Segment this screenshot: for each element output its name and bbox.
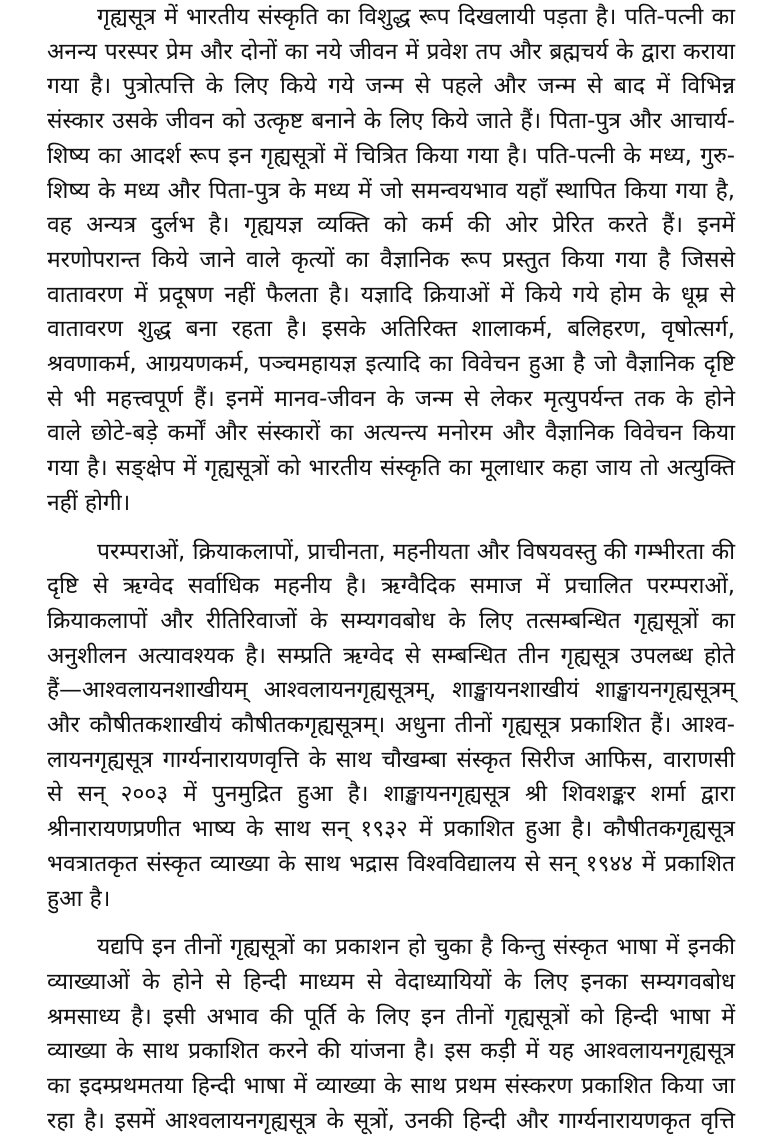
text-line: व्याख्याओं के होने से हिन्दी माध्यम से वेदाध्यायियों के लिए इनका सम्यगवबोध xyxy=(47,968,735,995)
document-page xyxy=(47,0,735,1139)
text-line: गया है। पुत्रोत्पत्ति के लिए किये गये जन्म से पहले और जन्म से बाद में विभिन्न xyxy=(47,73,735,100)
text-line: शिष्य के मध्य और पिता-पुत्र के मध्य में जो समन्वयभाव यहाँ स्थापित किया गया है, xyxy=(47,177,735,204)
text-line: हैं—आश्वलायनशाखीयम् आश्वलायनगृह्यसूत्रम्, शाङ्खायनशाखीयं शाङ्खायनगृह्यसूत्रम् xyxy=(47,677,735,704)
text-line: अनन्य परस्पर प्रेम और दोनों का नये जीवन में प्रवेश तप और ब्रह्मचर्य के द्वारा कराया xyxy=(47,38,735,65)
text-line: परम्पराओं, क्रियाकलापों, प्राचीनता, महनीयता और विषयवस्तु की गम्भीरता की xyxy=(97,538,735,565)
text-line: नहीं होगी। xyxy=(47,489,131,516)
text-line: गृह्यसूत्र में भारतीय संस्कृति का विशुद्ध रूप दिखलायी पड़ता है। पति-पत्नी का xyxy=(97,4,735,30)
text-line: क्रियाकलापों और रीतिरिवाजों के सम्यगवबोध के लिए तत्सम्बन्धित गृह्यसूत्रों का xyxy=(47,607,735,634)
text-line: मरणोपरान्त किये जाने वाले कृत्यों का वैज्ञानिक रूप प्रस्तुत किया गया है जिससे xyxy=(47,246,735,273)
text-line: का इदम्प्रथमतया हिन्दी भाषा में व्याख्या के साथ प्रथम संस्करण प्रकाशित किया जा xyxy=(47,1073,735,1100)
text-line: गया है। सङ्क्षेप में गृह्यसूत्रों को भारतीय संस्कृति का मूलाधार कहा जाय तो अत्युक्ति xyxy=(47,455,735,482)
text-line: दृष्टि से ऋग्वेद सर्वाधिक महनीय है। ऋग्वैदिक समाज में प्रचालित परम्पराओं, xyxy=(47,573,735,600)
text-line: अनुशीलन अत्यावश्यक है। सम्प्रति ऋग्वेद से सम्बन्धित तीन गृह्यसूत्र उपलब्ध होते xyxy=(47,642,735,669)
paragraph-1 xyxy=(47,0,735,521)
text-line: संस्कार उसके जीवन को उत्कृष्ट बनाने के लिए किये जाते हैं। पिता-पुत्र और आचार्य- xyxy=(47,108,735,135)
text-line: श्रीनारायणप्रणीत भाष्य के साथ सन् १९३२ में प्रकाशित हुआ है। कौषीतकगृह्यसूत्र xyxy=(47,816,735,843)
text-line: श्रमसाध्य है। इसी अभाव की पूर्ति के लिए इन तीनों गृह्यसूत्रों को हिन्दी भाषा में xyxy=(47,1003,735,1030)
text-line: और कौषीतकशाखीयं कौषीतकगृह्यसूत्रम्। अधुना तीनों गृह्यसूत्र प्रकाशित हैं। आश्व- xyxy=(47,712,735,739)
text-line: वह अन्यत्र दुर्लभ है। गृह्ययज्ञ व्यक्ति को कर्म की ओर प्रेरित करते हैं। इनमें xyxy=(47,212,735,239)
paragraph-2 xyxy=(47,535,735,917)
text-line: रहा है। इसमें आश्वलायनगृह्यसूत्र के सूत्रों, उनकी हिन्दी और गार्ग्यनारायणकृत वृत्ति xyxy=(47,1107,735,1134)
text-line: लायनगृह्यसूत्र गार्ग्यनारायणवृत्ति के साथ चौखम्बा संस्कृत सिरीज आफिस, वाराणसी xyxy=(47,746,735,773)
text-line: वातावरण में प्रदूषण नहीं फैलता है। यज्ञादि क्रियाओं में किये गये होम के धूम्र से xyxy=(47,281,735,308)
paragraph-3 xyxy=(47,930,735,1138)
text-line: से सन् २००३ में पुनमुद्रित हुआ है। शाङ्खायनगृह्यसूत्र श्री शिवशङ्कर शर्मा द्वारा xyxy=(47,781,735,808)
text-line: हुआ है। xyxy=(47,885,111,912)
text-line: यद्यपि इन तीनों गृह्यसूत्रों का प्रकाशन हो चुका है किन्तु संस्कृत भाषा में इनकी xyxy=(97,934,735,961)
text-line: शिष्य का आदर्श रूप इन गृह्यसूत्रों में चित्रित किया गया है। पति-पत्नी के मध्य, गुरु- xyxy=(47,142,735,169)
text-line: व्याख्या के साथ प्रकाशित करने की यांजना है। इस कड़ी में यह आश्वलायनगृह्यसूत्र xyxy=(47,1038,735,1065)
text-line: श्रवणाकर्म, आग्रयणकर्म, पञ्चमहायज्ञ इत्यादि का विवेचन हुआ है जो वैज्ञानिक दृष्टि xyxy=(47,351,735,378)
text-line: भवत्रातकृत संस्कृत व्याख्या के साथ भद्रास विश्वविद्यालय से सन् १९४४ में प्रकाशित xyxy=(47,850,735,877)
text-line: वाले छोटे-बड़े कर्मों और संस्कारों का अत्यन्त्य मनोरम और वैज्ञानिक विवेचन किया xyxy=(47,420,735,447)
text-line: से भी महत्त्वपूर्ण हैं। इनमें मानव-जीवन के जन्म से लेकर मृत्युपर्यन्त तक के होने xyxy=(47,385,735,412)
text-line: वातावरण शुद्ध बना रहता है। इसके अतिरिक्त शालाकर्म, बलिहरण, वृषोत्सर्ग, xyxy=(47,316,735,343)
